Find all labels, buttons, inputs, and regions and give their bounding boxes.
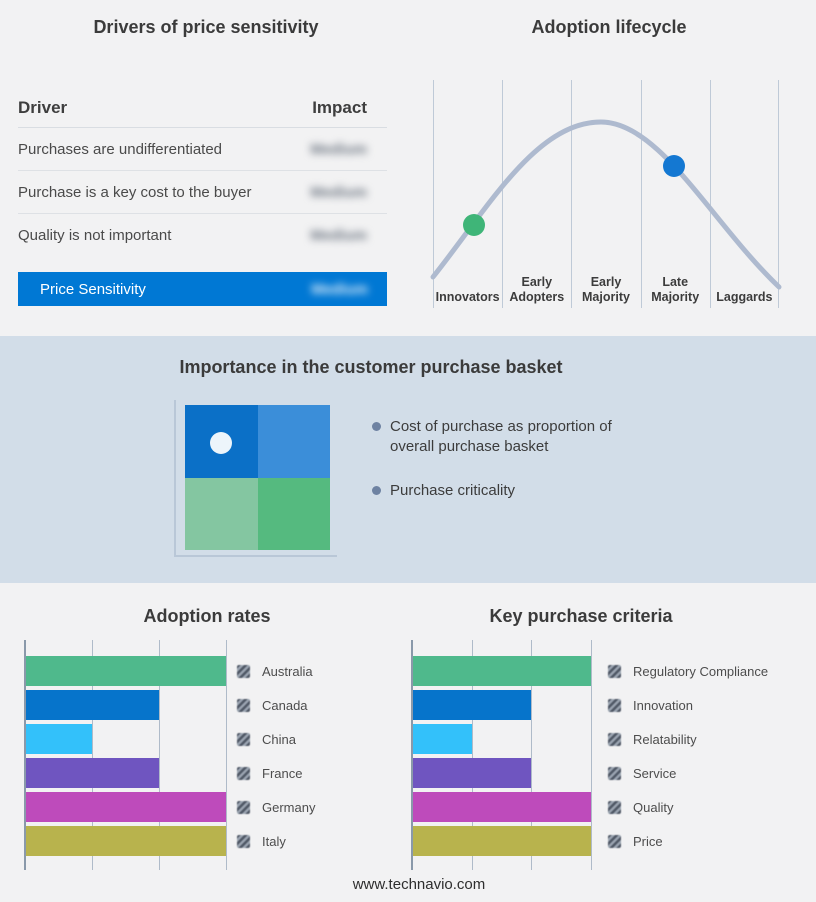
bullet-text: Cost of purchase as proportion of overall purchase basket bbox=[390, 418, 612, 455]
bar-service bbox=[413, 758, 531, 788]
lifecycle-section-title: Adoption lifecycle bbox=[531, 17, 687, 37]
drivers-table-header bbox=[18, 94, 387, 128]
bar-regulatory-compliance bbox=[413, 656, 591, 686]
quadrant-top-right bbox=[258, 405, 331, 478]
drivers-section-title: Drivers of price sensitivity bbox=[93, 17, 319, 37]
bar-italy bbox=[26, 826, 226, 856]
driver-cell: Quality is not important bbox=[18, 226, 172, 244]
bar-australia bbox=[26, 656, 226, 686]
basket-bullets bbox=[372, 417, 634, 525]
legend-swatch-redacted-icon bbox=[237, 699, 250, 712]
bar-canada bbox=[26, 690, 159, 720]
impact-cell-redacted: Medium bbox=[310, 140, 367, 158]
legend-item-innovation bbox=[608, 697, 693, 713]
rates-plot bbox=[25, 640, 226, 870]
legend-item-australia bbox=[237, 663, 313, 679]
basket-section-title: Importance in the customer purchase basket bbox=[179, 357, 563, 377]
legend-label: Service bbox=[633, 765, 677, 781]
impact-cell-redacted: Medium bbox=[310, 183, 367, 201]
legend-label: Regulatory Compliance bbox=[633, 663, 769, 679]
legend-swatch-redacted-icon bbox=[237, 733, 250, 746]
legend-swatch-redacted-icon bbox=[237, 801, 250, 814]
legend-label: China bbox=[262, 731, 296, 747]
legend-swatch-redacted-icon bbox=[608, 801, 621, 814]
bullet-item bbox=[372, 417, 634, 457]
technavio-link[interactable]: www.technavio.com bbox=[352, 876, 486, 893]
legend-label: Quality bbox=[633, 799, 674, 815]
impact-column-header: Impact bbox=[312, 98, 367, 117]
legend-swatch-redacted-icon bbox=[608, 733, 621, 746]
legend-label: France bbox=[262, 765, 303, 781]
legend-label: Italy bbox=[262, 833, 286, 849]
legend-label: Australia bbox=[262, 663, 313, 679]
rates-legend bbox=[237, 640, 427, 870]
legend-item-italy bbox=[237, 833, 286, 849]
drivers-table-body bbox=[18, 128, 387, 256]
bar-quality bbox=[413, 792, 591, 822]
bar-gridline bbox=[226, 640, 227, 870]
bullet-dot-icon bbox=[372, 486, 381, 495]
bar-germany bbox=[26, 792, 226, 822]
criteria-plot bbox=[412, 640, 591, 870]
bullet-item bbox=[372, 481, 634, 501]
summary-row-label: Price Sensitivity bbox=[40, 280, 146, 298]
driver-column-header: Driver bbox=[18, 98, 68, 117]
legend-item-canada bbox=[237, 697, 308, 713]
driver-table-row bbox=[18, 128, 387, 171]
legend-label: Price bbox=[633, 833, 663, 849]
bar-relatability bbox=[413, 724, 472, 754]
purchase-basket-quadrant bbox=[185, 405, 330, 550]
bar-price bbox=[413, 826, 591, 856]
lifecycle-stage-label-late-majority: Late Majority bbox=[651, 274, 700, 305]
purchase-criteria-title: Key purchase criteria bbox=[489, 606, 673, 626]
legend-item-regulatory-compliance bbox=[608, 663, 768, 679]
legend-item-quality bbox=[608, 799, 673, 815]
legend-label: Relatability bbox=[633, 731, 697, 747]
bar-gridline bbox=[591, 640, 592, 870]
lifecycle-stage-label-early-adopters: Early Adopters bbox=[509, 274, 565, 305]
bar-innovation bbox=[413, 690, 531, 720]
quadrant-marker-dot bbox=[210, 432, 232, 454]
price-sensitivity-summary-row bbox=[18, 272, 387, 306]
summary-impact-redacted: Medium bbox=[311, 280, 368, 298]
lifecycle-plot bbox=[433, 80, 779, 308]
legend-label: Germany bbox=[262, 799, 316, 815]
legend-swatch-redacted-icon bbox=[237, 665, 250, 678]
legend-item-price bbox=[608, 833, 663, 849]
legend-swatch-redacted-icon bbox=[608, 767, 621, 780]
adoption-rates-title: Adoption rates bbox=[143, 606, 271, 626]
legend-label: Canada bbox=[262, 697, 308, 713]
driver-table-row bbox=[18, 214, 387, 256]
bullet-text: Purchase criticality bbox=[390, 481, 516, 499]
legend-item-service bbox=[608, 765, 676, 781]
legend-swatch-redacted-icon bbox=[608, 699, 621, 712]
quadrant-top-left bbox=[185, 405, 258, 478]
quadrant-bottom-right bbox=[258, 478, 331, 551]
bar-china bbox=[26, 724, 92, 754]
marker-innovators bbox=[463, 214, 485, 236]
legend-item-relatability bbox=[608, 731, 697, 747]
legend-label: Innovation bbox=[633, 697, 693, 713]
driver-cell: Purchase is a key cost to the buyer bbox=[18, 183, 252, 201]
legend-item-germany bbox=[237, 799, 315, 815]
legend-swatch-redacted-icon bbox=[237, 835, 250, 848]
lifecycle-stage-label-innovators: Innovators bbox=[435, 290, 500, 305]
driver-table-row bbox=[18, 171, 387, 214]
bullet-dot-icon bbox=[372, 422, 381, 431]
impact-cell-redacted: Medium bbox=[310, 226, 367, 244]
legend-swatch-redacted-icon bbox=[608, 835, 621, 848]
legend-item-china bbox=[237, 731, 296, 747]
legend-swatch-redacted-icon bbox=[237, 767, 250, 780]
lifecycle-stage-label-early-majority: Early Majority bbox=[582, 274, 630, 305]
drivers-table bbox=[18, 94, 387, 256]
criteria-legend bbox=[608, 640, 798, 870]
bar-france bbox=[26, 758, 159, 788]
marker-late-majority bbox=[663, 155, 685, 177]
driver-cell: Purchases are undifferentiated bbox=[18, 140, 223, 158]
legend-swatch-redacted-icon bbox=[608, 665, 621, 678]
quadrant-bottom-left bbox=[185, 478, 258, 551]
legend-item-france bbox=[237, 765, 302, 781]
lifecycle-stage-label-laggards: Laggards bbox=[716, 290, 773, 305]
